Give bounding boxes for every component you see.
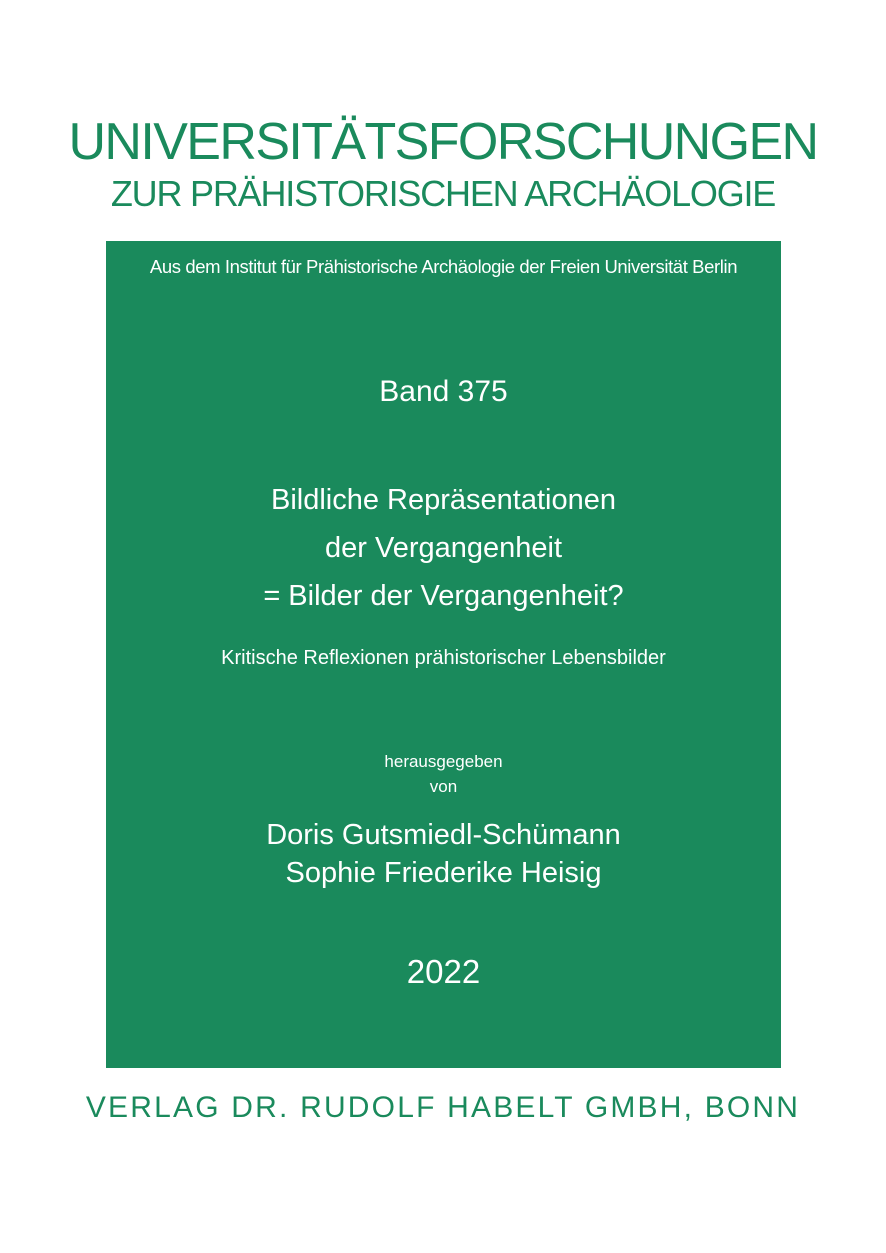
series-title-line-1: UNIVERSITÄTSFORSCHUNGEN	[68, 113, 818, 171]
book-title-line: Bildliche Repräsentationen	[271, 484, 616, 516]
editors	[106, 816, 781, 892]
book-subtitle: Kritische Reflexionen prähistorischer Lebensbilder	[221, 647, 666, 669]
series-title-line-2: ZUR PRÄHISTORISCHEN ARCHÄOLOGIE	[110, 173, 776, 214]
publisher-imprint: VERLAG DR. RUDOLF HABELT GMBH, BONN	[85, 1091, 801, 1124]
book-title-line: der Vergangenheit	[324, 532, 563, 564]
editor-name: Sophie Friederike Heisig	[285, 857, 602, 889]
book-title	[106, 476, 781, 620]
edited-by-line: von	[429, 777, 458, 796]
publication-year: 2022	[406, 953, 481, 990]
editor-name: Doris Gutsmiedl-Schümann	[266, 819, 621, 851]
green-title-panel	[106, 241, 781, 1068]
edited-by-label	[106, 749, 781, 799]
edited-by-line: herausgegeben	[384, 752, 503, 771]
institute-line: Aus dem Institut für Prähistorische Archäologie der Freien Universität Berlin	[149, 256, 738, 277]
volume-number: Band 375	[379, 375, 508, 408]
book-title-line: = Bilder der Vergangenheit?	[263, 580, 624, 612]
